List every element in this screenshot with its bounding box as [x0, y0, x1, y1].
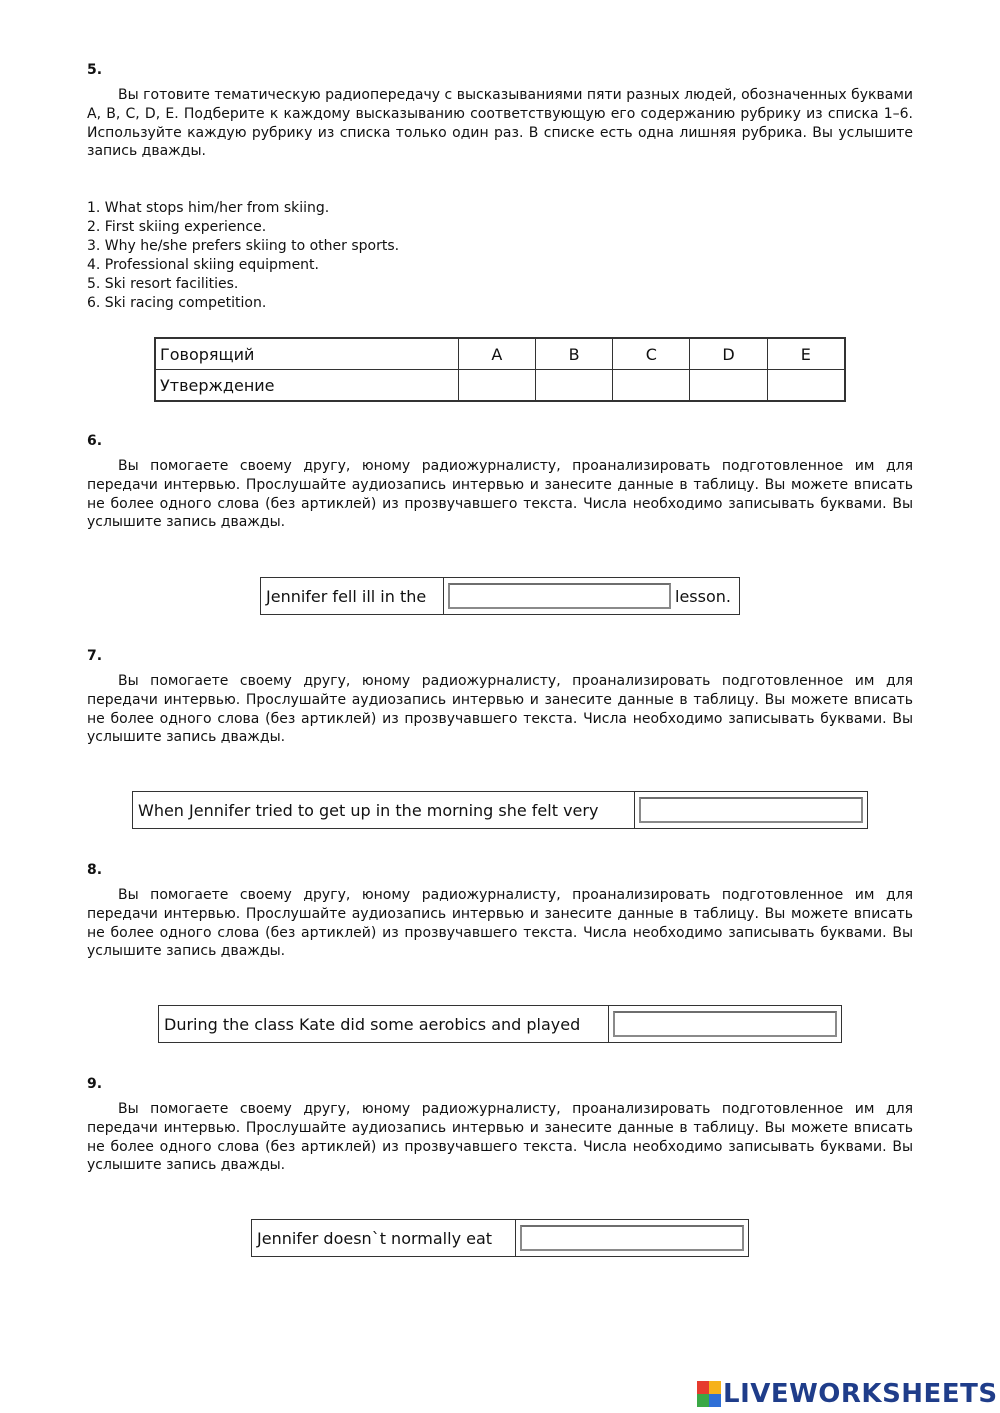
option-5: 5. Ski resort facilities.: [87, 276, 239, 292]
task-5-number: 5.: [87, 62, 103, 78]
liveworksheets-logo: [697, 1379, 998, 1409]
task-9-gap-table: [251, 1219, 749, 1257]
answer-cell-c[interactable]: [613, 370, 690, 402]
task-7-answer-input[interactable]: [639, 797, 863, 823]
speaker-d: D: [690, 338, 767, 370]
task-7-number: 7.: [87, 648, 103, 664]
speaker-e: E: [767, 338, 845, 370]
speaker-c: C: [613, 338, 690, 370]
answer-cell-a[interactable]: [458, 370, 535, 402]
task-9-instructions: Вы помогаете своему другу, юному радиожурналисту, проанализировать подготовленное им для передачи интервью. Прослушайте аудиозапись интервью и занесите данные в таблицу. Вы можете вписать не более одного слова (без артиклей) из прозвучавшего текста. Числа необходимо записывать буквами. Вы услышите запись дважды.: [87, 1101, 913, 1174]
statement-row: [155, 370, 845, 402]
task-8-gap-table: [158, 1005, 842, 1043]
option-2: 2. First skiing experience.: [87, 219, 267, 235]
task-8-prefix: During the class Kate did some aerobics and played: [164, 1014, 581, 1034]
task-9-answer-input[interactable]: [520, 1225, 744, 1251]
task-6-answer-input[interactable]: [448, 583, 671, 609]
option-4: 4. Professional skiing equipment.: [87, 257, 319, 273]
liveworksheets-logo-icon: [697, 1381, 721, 1407]
task-6-number: 6.: [87, 433, 103, 449]
option-3: 3. Why he/she prefers skiing to other sports.: [87, 238, 400, 254]
speaker-a: A: [458, 338, 535, 370]
task-6-divider: [443, 578, 444, 614]
task-7-instructions: Вы помогаете своему другу, юному радиожурналисту, проанализировать подготовленное им для передачи интервью. Прослушайте аудиозапись интервью и занесите данные в таблицу. Вы можете вписать не более одного слова (без артиклей) из прозвучавшего текста. Числа необходимо записывать буквами. Вы услышите запись дважды.: [87, 673, 913, 746]
task-5-options-list: [87, 199, 399, 313]
task-8-number: 8.: [87, 862, 103, 878]
statement-row-label: Утверждение: [155, 370, 458, 402]
task-8-instructions: Вы помогаете своему другу, юному радиожурналисту, проанализировать подготовленное им для передачи интервью. Прослушайте аудиозапись интервью и занесите данные в таблицу. Вы можете вписать не более одного слова (без артиклей) из прозвучавшего текста. Числа необходимо записывать буквами. Вы услышите запись дважды.: [87, 887, 913, 960]
answer-cell-d[interactable]: [690, 370, 767, 402]
speaker-b: B: [535, 338, 612, 370]
liveworksheets-logo-text: LIVEWORKSHEETS: [723, 1379, 998, 1409]
task-8-answer-input[interactable]: [613, 1011, 837, 1037]
option-1: 1. What stops him/her from skiing.: [87, 200, 330, 216]
speaker-row-label: Говорящий: [155, 338, 458, 370]
task-7-divider: [634, 792, 635, 828]
task-9-prefix: Jennifer doesn`t normally eat: [257, 1228, 493, 1248]
answer-cell-b[interactable]: [535, 370, 612, 402]
answer-cell-e[interactable]: [767, 370, 845, 402]
task-6-instructions: Вы помогаете своему другу, юному радиожурналисту, проанализировать подготовленное им для передачи интервью. Прослушайте аудиозапись интервью и занесите данные в таблицу. Вы можете вписать не более одного слова (без артиклей) из прозвучавшего текста. Числа необходимо записывать буквами. Вы услышите запись дважды.: [87, 458, 913, 531]
task-5-instructions: Вы готовите тематическую радиопередачу с высказываниями пяти разных людей, обозначенных буквами A, B, C, D, E. Подберите к каждому высказыванию соответствующую его содержанию рубрику из списка 1–6. Используйте каждую рубрику из списка только один раз. В списке есть одна лишняя рубрика. Вы услышите запись дважды.: [87, 87, 913, 160]
option-6: 6. Ski racing competition.: [87, 295, 267, 311]
task-7-gap-table: [132, 791, 868, 829]
task-9-divider: [515, 1220, 516, 1256]
task-6-gap-table: [260, 577, 740, 615]
task-5-matching-table: [154, 337, 846, 402]
task-6-prefix: Jennifer fell ill in the: [266, 586, 427, 606]
task-7-prefix: When Jennifer tried to get up in the morning she felt very: [138, 800, 599, 820]
task-9-number: 9.: [87, 1076, 103, 1092]
speaker-row: [155, 338, 845, 370]
task-8-divider: [608, 1006, 609, 1042]
task-6-suffix: lesson.: [675, 586, 731, 606]
